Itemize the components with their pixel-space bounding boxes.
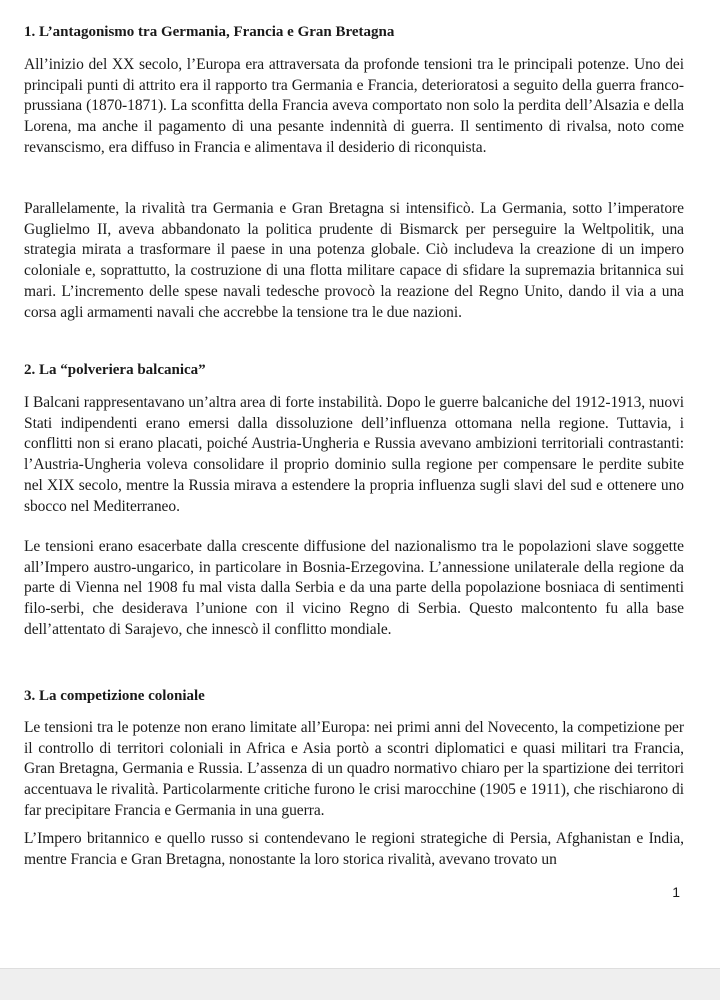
section-2-paragraph-1: I Balcani rappresentavano un’altra area di forte instabilità. Dopo le guerre balcaniche del 1912-1913, nuovi Stati indipendenti erano emersi dalla dissoluzione dell’influenza ottomana nella regione. Tuttavia, i conflitti non si erano placati, poiché Austria-Ungheria e Russia avevano ambizioni territoriali contrastanti: l’Austria-Ungheria voleva consolidare il proprio dominio sulla regione per compensare le perdite subite nel XIX secolo, mentre la Russia mirava a estendere la propria influenza sugli slavi del sud e ottenere uno sbocco nel Mediterraneo. [24,394,684,515]
section-1-paragraph-1: All’inizio del XX secolo, l’Europa era attraversata da profonde tensioni tra le principali potenze. Uno dei principali punti di attrito era il rapporto tra Germania e Francia, deterioratosi a seguito della guerra franco-prussiana (1870-1871). La sconfitta della Francia aveva comportato non solo la perdita dell’Alsazia e della Lorena, ma anche il pagamento di una pesante indennità di guerra. Il sentimento di rivalsa, noto come revanscismo, era diffuso in Francia e alimentava il desiderio di riconquista. [24,56,684,156]
section-1-paragraph-2: Parallelamente, la rivalità tra Germania e Gran Bretagna si intensificò. La Germania, sotto l’imperatore Guglielmo II, aveva abbandonato la politica prudente di Bismarck per perseguire la Weltpolitik, una strategia mirata a trasformare il paese in una potenza globale. Ciò includeva la creazione di un impero coloniale e, soprattutto, la costruzione di una flotta militare capace di sfidare la supremazia britannica sui mari. L’incremento delle spese navali tedesche provocò la reazione del Regno Unito, dando il via a una corsa agli armamenti navali che accrebbe la tensione tra le due nazioni. [24,200,684,321]
section-3-paragraph-2: L’Impero britannico e quello russo si contendevano le regioni strategiche di Persia, Afghanistan e India, mentre Francia e Gran Bretagna, nonostante la loro storica rivalità, avevano trovato un [24,830,684,868]
page-bottom-band [0,968,720,1000]
section-3-heading: 3. La competizione coloniale [24,688,205,704]
section-2-heading: 2. La “polveriera balcanica” [24,362,206,378]
section-1-heading: 1. L’antagonismo tra Germania, Francia e Gran Bretagna [24,24,395,40]
section-3-paragraph-1: Le tensioni tra le potenze non erano limitate all’Europa: nei primi anni del Novecento, la competizione per il controllo di territori coloniali in Africa e Asia portò a scontri diplomatici e quasi militari tra Francia, Gran Bretagna, Germania e Russia. L’assenza di un quadro normativo chiaro per la spartizione dei territori accentuava le rivalità. Particolarmente critiche furono le crisi marocchine (1905 e 1911), che rischiarono di far precipitare Francia e Germania in una guerra. [24,719,684,819]
page-number: 1 [672,884,680,900]
section-2-paragraph-2: Le tensioni erano esacerbate dalla crescente diffusione del nazionalismo tra le popolazioni slave soggette all’Impero austro-ungarico, in particolare in Bosnia-Erzegovina. L’annessione unilaterale della regione da parte di Vienna nel 1908 fu mal vista dalla Serbia e da una parte della popolazione bosniaca di sentimenti filo-serbi, che desiderava l’unione con il vicino Regno di Serbia. Questo malcontento fu alla base dell’attentato di Sarajevo, che innescò il conflitto mondiale. [24,538,684,638]
